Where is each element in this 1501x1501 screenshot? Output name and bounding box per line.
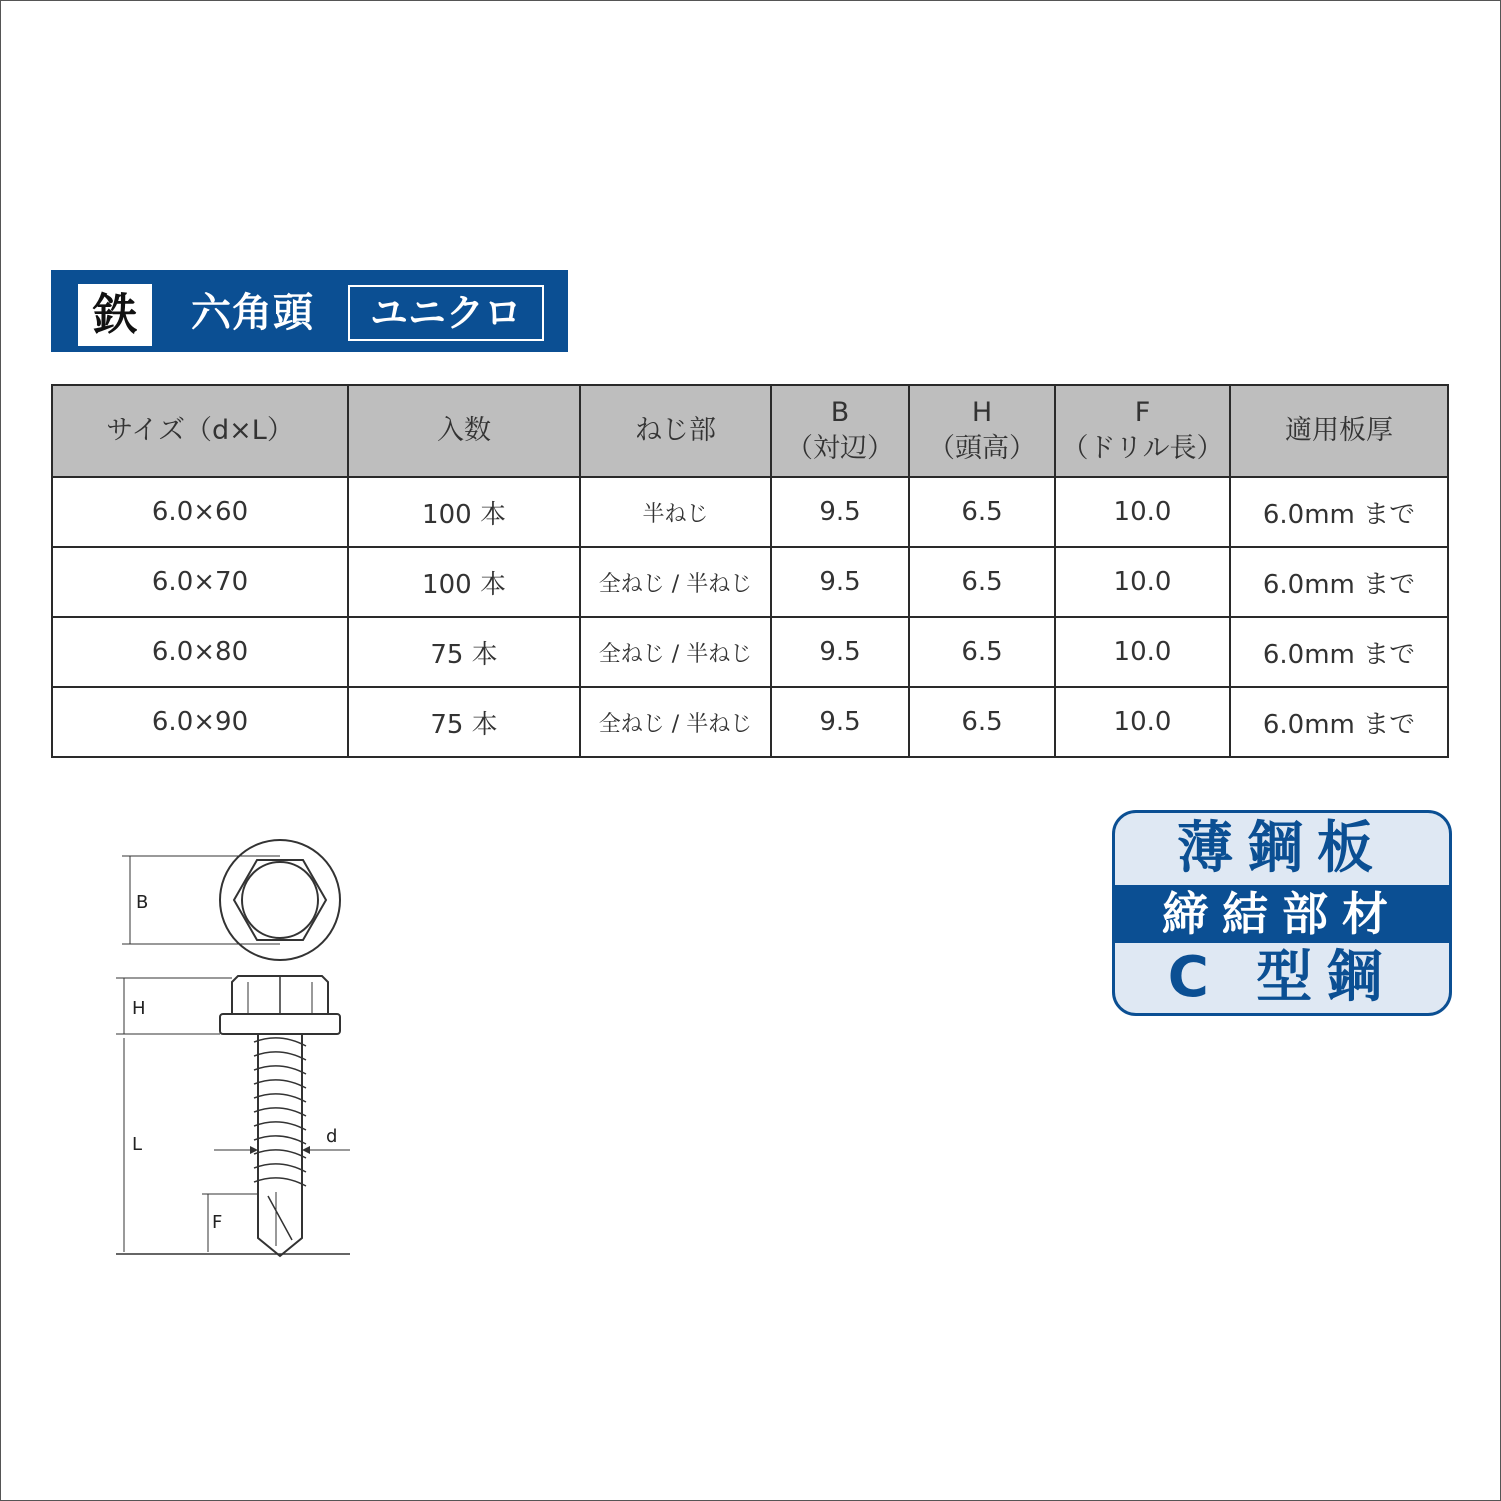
head-type-label: 六角頭 bbox=[191, 290, 314, 336]
table-row bbox=[52, 477, 1448, 547]
table-row bbox=[52, 547, 1448, 617]
cell-size: 6.0×80 bbox=[52, 617, 348, 687]
cell-qty: 100 本 bbox=[348, 547, 580, 617]
cell-qty: 75 本 bbox=[348, 617, 580, 687]
dim-label-l: L bbox=[132, 1134, 143, 1155]
cell-f: 10.0 bbox=[1055, 687, 1230, 757]
header-h: H （頭高） bbox=[909, 385, 1055, 477]
header-b: B （対辺） bbox=[771, 385, 909, 477]
cell-thickness: 6.0mm まで bbox=[1230, 547, 1448, 617]
header-size: サイズ（d×L） bbox=[52, 385, 348, 477]
cell-thread: 全ねじ / 半ねじ bbox=[580, 617, 771, 687]
header-thread: ねじ部 bbox=[580, 385, 771, 477]
cell-b: 9.5 bbox=[771, 687, 909, 757]
head-top-inner bbox=[242, 862, 318, 938]
cell-size: 6.0×60 bbox=[52, 477, 348, 547]
cell-h: 6.5 bbox=[909, 477, 1055, 547]
cell-thread: 全ねじ / 半ねじ bbox=[580, 547, 771, 617]
head-top-outer bbox=[220, 840, 340, 960]
table-header-row bbox=[52, 385, 1448, 477]
cell-thread: 半ねじ bbox=[580, 477, 771, 547]
table-row bbox=[52, 687, 1448, 757]
cell-thread: 全ねじ / 半ねじ bbox=[580, 687, 771, 757]
flange bbox=[220, 1014, 340, 1034]
cell-thickness: 6.0mm まで bbox=[1230, 477, 1448, 547]
badge-line-fastener: 締結部材 bbox=[1115, 885, 1449, 943]
application-badge bbox=[1112, 810, 1452, 1016]
dim-label-b: B bbox=[136, 892, 149, 913]
drill-point bbox=[258, 1192, 302, 1256]
cell-b: 9.5 bbox=[771, 477, 909, 547]
spec-table bbox=[51, 384, 1449, 758]
hex-outline bbox=[234, 860, 326, 940]
cell-h: 6.5 bbox=[909, 687, 1055, 757]
header-f: F （ドリル長） bbox=[1055, 385, 1230, 477]
header-qty: 入数 bbox=[348, 385, 580, 477]
cell-b: 9.5 bbox=[771, 617, 909, 687]
cell-qty: 100 本 bbox=[348, 477, 580, 547]
dim-label-d: d bbox=[326, 1126, 338, 1147]
cell-thickness: 6.0mm まで bbox=[1230, 617, 1448, 687]
cell-h: 6.5 bbox=[909, 617, 1055, 687]
thread-lines bbox=[254, 1038, 306, 1186]
dim-label-h: H bbox=[132, 998, 146, 1019]
screw-diagram bbox=[100, 820, 380, 1270]
cell-f: 10.0 bbox=[1055, 547, 1230, 617]
badge-line-c-steel: C 型鋼 bbox=[1167, 945, 1397, 1010]
cell-size: 6.0×70 bbox=[52, 547, 348, 617]
cell-f: 10.0 bbox=[1055, 477, 1230, 547]
cell-b: 9.5 bbox=[771, 547, 909, 617]
cell-size: 6.0×90 bbox=[52, 687, 348, 757]
cell-thickness: 6.0mm まで bbox=[1230, 687, 1448, 757]
badge-line-thin-steel: 薄鋼板 bbox=[1177, 816, 1387, 881]
dim-label-f: F bbox=[212, 1212, 223, 1233]
material-label: 鉄 bbox=[78, 284, 152, 346]
table-row bbox=[52, 617, 1448, 687]
cell-h: 6.5 bbox=[909, 547, 1055, 617]
finish-label: ユニクロ bbox=[348, 285, 544, 341]
cell-qty: 75 本 bbox=[348, 687, 580, 757]
cell-f: 10.0 bbox=[1055, 617, 1230, 687]
title-banner bbox=[51, 270, 568, 352]
header-thickness: 適用板厚 bbox=[1230, 385, 1448, 477]
